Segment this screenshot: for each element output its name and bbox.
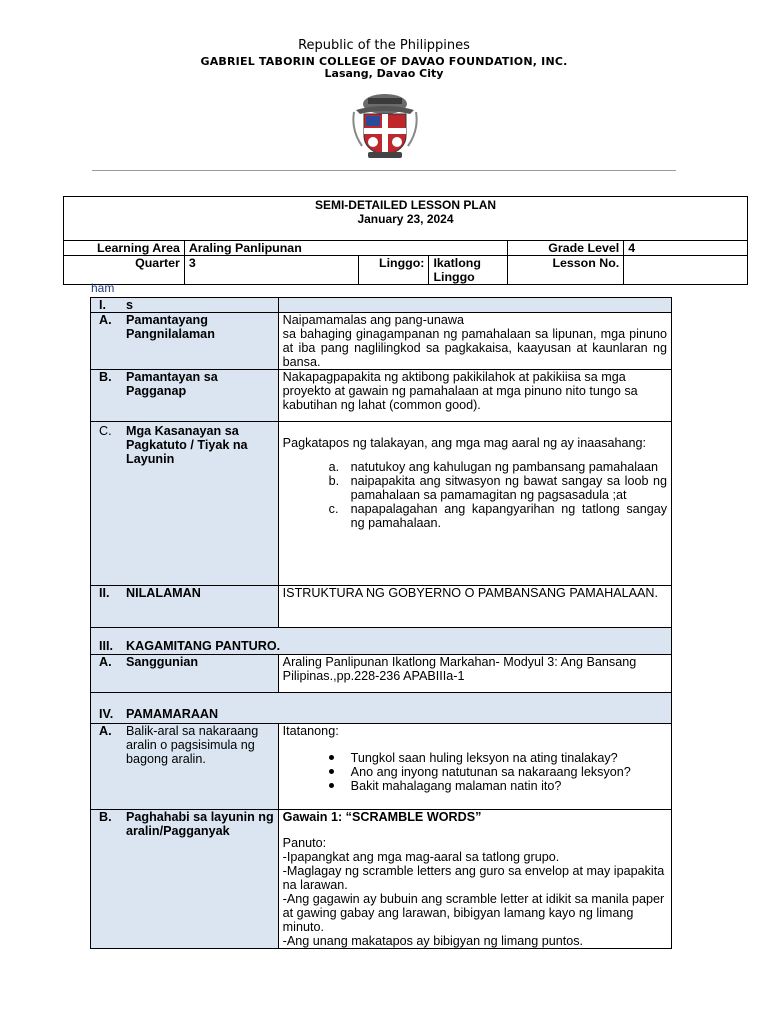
- grade-level-label: Grade Level: [508, 241, 624, 256]
- row-review: [91, 724, 672, 810]
- section-ii-row: [91, 586, 672, 628]
- section-ii-title: NILALAMAN: [126, 586, 201, 600]
- review-label: Balik-aral sa nakaraang aralin o pagsisimula ng bagong aralin.: [126, 724, 259, 766]
- section-iv-number: IV.: [99, 707, 114, 721]
- references-text: Araling Panlipunan Ikatlong Markahan- Modyul 3: Ang Bansang Pilipinas.,pp.228-236 APABIIIa-1: [278, 655, 671, 693]
- lesson-content-table: [90, 297, 672, 949]
- section-iv-row: [91, 693, 672, 724]
- lesson-no-label: Lesson No.: [508, 256, 624, 285]
- row-c-competencies: [91, 422, 672, 586]
- section-ii-text: ISTRUKTURA NG GOBYERNO O PAMBANSANG PAMAHALAAN.: [278, 586, 671, 628]
- objective-item: c. napapalagahan ang kapangyarihan ng tatlong sangay ng pamahalaan.: [328, 502, 667, 530]
- school-address: Lasang, Davao City: [324, 67, 444, 80]
- lesson-plan-title: SEMI-DETAILED LESSON PLAN: [314, 198, 497, 212]
- row-c-number: C.: [99, 424, 112, 438]
- lesson-plan-title-cell: [64, 197, 748, 241]
- row-a-number: A.: [99, 313, 112, 327]
- learning-area-value: Araling Panlipunan: [184, 241, 508, 256]
- activity-line: -Maglagay ng scramble letters ang guro sa envelop at may ipapakita na larawan.: [282, 864, 665, 892]
- section-i-row: [91, 298, 672, 313]
- row-b-label: Pamantayan sa Pagganap: [126, 370, 218, 398]
- review-intro: Itatanong:: [282, 724, 339, 738]
- lesson-plan-date: January 23, 2024: [357, 212, 454, 226]
- references-label: Sanggunian: [126, 655, 199, 669]
- grade-level-value: 4: [624, 241, 748, 256]
- row-motivation: [91, 810, 672, 949]
- objective-item: a. natutukoy ang kahulugan ng pambansang pamahalaan: [328, 460, 659, 474]
- section-iii-title: KAGAMITANG PANTURO.: [126, 639, 281, 653]
- row-a-label: Pamantayang Pangnilalaman: [126, 313, 215, 341]
- objective-item: b. naipapakita ang sitwasyon ng bawat sangay sa loob ng pamahalaan sa pamamagitan ng pagsasadula ;at: [328, 474, 667, 502]
- row-references: [91, 655, 672, 693]
- motivation-number: B.: [99, 810, 112, 824]
- review-question: Ano ang inyong natutunan sa nakaraang leksyon?: [351, 765, 667, 779]
- header-divider: [92, 170, 676, 171]
- quarter-value: 3: [184, 256, 359, 285]
- row-b-performance-standard: [91, 370, 672, 422]
- row-a-text-line1: Naipamamalas ang pang-unawa: [282, 313, 464, 327]
- activity-line: -Ang gagawin ay bubuin ang scramble letter at idikit sa manila paper at gawing gabay ang larawan, bibigyan lamang kayo ng limang minuto.: [282, 892, 665, 934]
- learning-area-label: Learning Area: [64, 241, 185, 256]
- activity-line: Panuto:: [282, 836, 327, 850]
- review-number: A.: [99, 724, 112, 738]
- row-b-number: B.: [99, 370, 112, 384]
- school-name: GABRIEL TABORIN COLLEGE OF DAVAO FOUNDATION, INC.: [200, 55, 568, 68]
- section-iv-title: PAMAMARAAN: [126, 707, 219, 721]
- row-a-content-standard: [91, 313, 672, 370]
- school-seal-logo: [348, 90, 422, 162]
- row-c-label: Mga Kasanayan sa Pagkatuto / Tiyak na Layunin: [126, 424, 248, 466]
- lesson-no-value: [624, 256, 748, 285]
- activity-line: -Ipapangkat ang mga mag-aaral sa tatlong grupo.: [282, 850, 560, 864]
- week-value: Ikatlong Linggo: [429, 256, 508, 285]
- row-c-intro: Pagkatapos ng talakayan, ang mga mag aaral ng ay inaasahang:: [282, 436, 647, 450]
- row-a-text: sa bahaging ginagampanan ng pamahalaan sa lipunan, mga pinuno at iba pang naglilingkod sa pagkakaisa, kaayusan at kaunlaran ng bansa.: [282, 327, 667, 369]
- motivation-label: Paghahabi sa layunin ng aralin/Pagganyak: [126, 810, 274, 838]
- lesson-info-table: [63, 196, 748, 285]
- section-iii-number: III.: [99, 639, 113, 653]
- section-i-number: I.: [99, 298, 106, 312]
- activity-title: Gawain 1: “SCRAMBLE WORDS”: [282, 810, 482, 824]
- review-question: Bakit mahalagang malaman natin ito?: [351, 779, 667, 793]
- republic-heading: Republic of the Philippines: [298, 38, 470, 53]
- section-ii-number: II.: [99, 586, 110, 600]
- row-b-text: Nakapagpapakita ng aktibong pakikilahok at pakikiisa sa mga proyekto at gawain ng pamahalaan at mga pinuno nito tungo sa kabutihan ng lahat (common good).: [278, 370, 671, 422]
- week-label: Linggo:: [359, 256, 429, 285]
- section-iii-row: [91, 628, 672, 655]
- references-number: A.: [99, 655, 112, 669]
- stray-text: ham: [91, 281, 115, 295]
- section-i-title: s: [126, 298, 134, 312]
- quarter-label: Quarter: [64, 256, 185, 285]
- activity-line: -Ang unang makatapos ay bibigyan ng limang puntos.: [282, 934, 584, 948]
- review-question: Tungkol saan huling leksyon na ating tinalakay?: [351, 751, 667, 765]
